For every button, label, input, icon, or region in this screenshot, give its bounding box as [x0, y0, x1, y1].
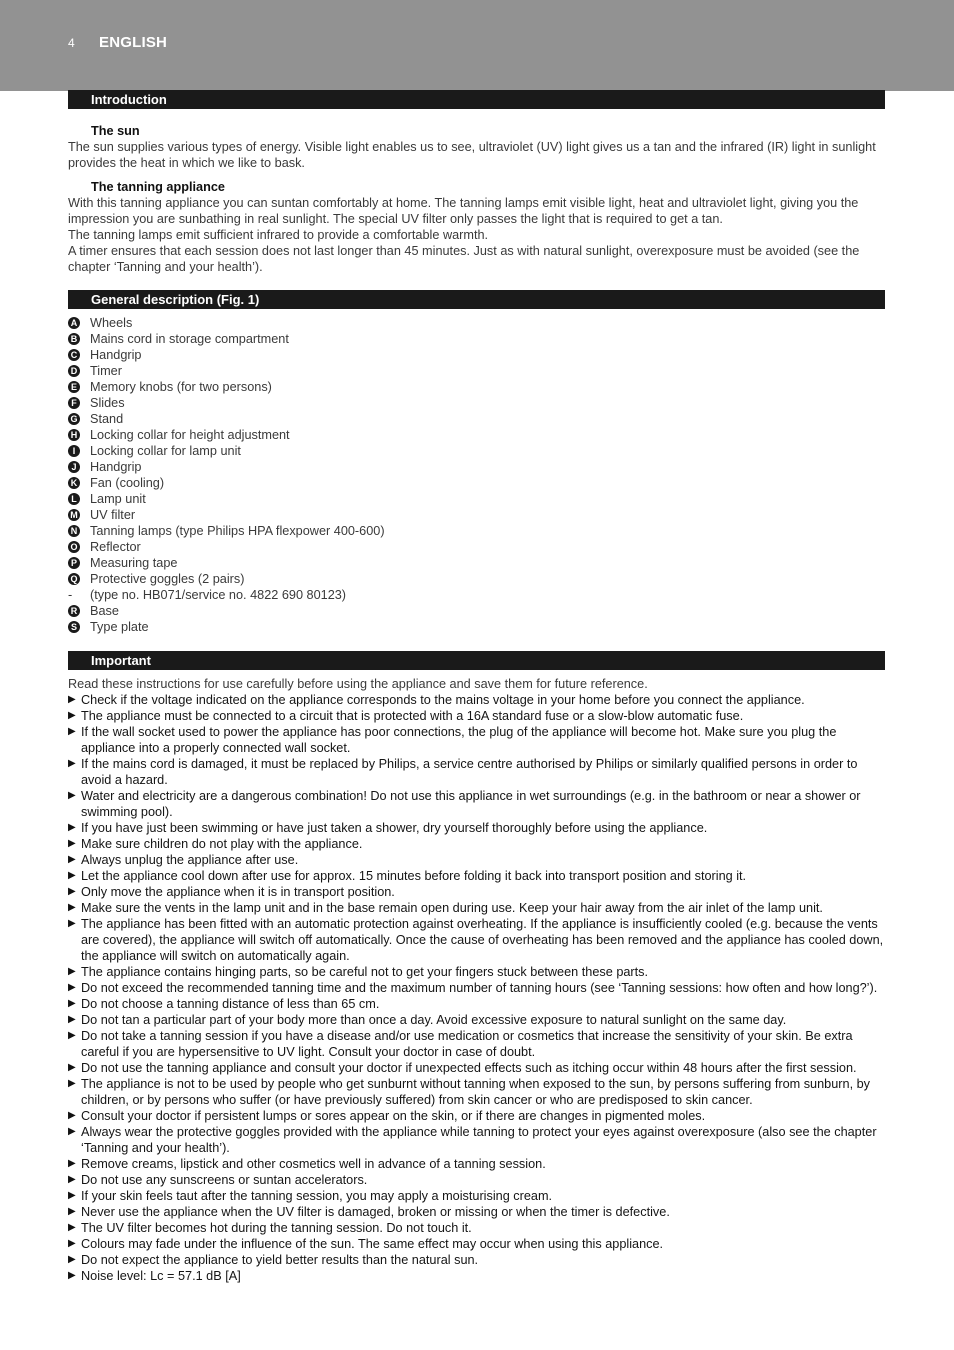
bullet-text: If the mains cord is damaged, it must be replaced by Philips, a service centre authorised by Philips or similarly qualified persons in order to avoid a hazard.	[81, 757, 858, 787]
important-bullet-item	[68, 788, 888, 820]
important-bullet-item	[68, 1220, 888, 1236]
bullet-arrow-icon: ▶	[68, 694, 76, 705]
important-bullet-item	[68, 1012, 888, 1028]
bullet-text: Noise level: Lc = 57.1 dB [A]	[81, 1269, 241, 1283]
bullet-arrow-icon: ▶	[68, 1078, 76, 1089]
bullet-text: Do not use the tanning appliance and consult your doctor if unexpected effects such as itching occur within 48 hours after the first session.	[81, 1061, 857, 1075]
parts-list-label: Measuring tape	[90, 556, 178, 570]
bullet-text: Remove creams, lipstick and other cosmetics well in advance of a tanning session.	[81, 1157, 546, 1171]
bullet-arrow-icon: ▶	[68, 1206, 76, 1217]
letter-badge-icon: O	[68, 541, 80, 553]
bullet-text: Let the appliance cool down after use for approx. 15 minutes before folding it back into transport position and storing it.	[81, 869, 747, 883]
parts-list-item	[68, 411, 890, 427]
parts-list-item	[68, 523, 890, 539]
important-bullet-item	[68, 756, 888, 788]
parts-list-item	[68, 603, 890, 619]
important-bullet-list	[68, 692, 888, 1284]
parts-list-item	[68, 315, 890, 331]
important-bullet-item	[68, 1124, 888, 1156]
parts-list-item	[68, 475, 890, 491]
letter-badge-icon: D	[68, 365, 80, 377]
bullet-arrow-icon: ▶	[68, 966, 76, 977]
important-intro: Read these instructions for use carefully before using the appliance and save them for future reference.	[68, 677, 648, 691]
letter-badge-icon: I	[68, 445, 80, 457]
important-bullet-item	[68, 724, 888, 756]
parts-list-label: Locking collar for height adjustment	[90, 428, 290, 442]
parts-list-item	[68, 491, 890, 507]
bullet-text: Water and electricity are a dangerous combination! Do not use this appliance in wet surroundings (e.g. in the bathroom or near a shower or swimming pool).	[81, 789, 861, 819]
letter-badge-icon: B	[68, 333, 80, 345]
parts-list-item	[68, 331, 890, 347]
parts-list-label: Tanning lamps (type Philips HPA flexpower 400-600)	[90, 524, 385, 538]
bullet-arrow-icon: ▶	[68, 822, 76, 833]
important-section	[68, 676, 888, 1284]
bullet-text: Never use the appliance when the UV filter is damaged, broken or missing or when the timer is defective.	[81, 1205, 670, 1219]
parts-list-label: Reflector	[90, 540, 141, 554]
bullet-arrow-icon: ▶	[68, 886, 76, 897]
bullet-arrow-icon: ▶	[68, 1174, 76, 1185]
important-bullet-item	[68, 852, 888, 868]
letter-badge-icon: E	[68, 381, 80, 393]
parts-list-label: Type plate	[90, 620, 149, 634]
bullet-text: Do not tan a particular part of your body more than once a day. Avoid excessive exposure to natural sunlight on the same day.	[81, 1013, 787, 1027]
bullet-text: Do not choose a tanning distance of less than 65 cm.	[81, 997, 380, 1011]
bullet-text: The appliance must be connected to a circuit that is protected with a 16A standard fuse or a slow-blow automatic fuse.	[81, 709, 744, 723]
parts-list-label: Protective goggles (2 pairs)	[90, 572, 245, 586]
parts-list-label: Base	[90, 604, 119, 618]
letter-badge-icon: G	[68, 413, 80, 425]
appliance-paragraph-1: With this tanning appliance you can suntan comfortably at home. The tanning lamps emit visible light, heat and ultraviolet light, giving you the impression you are sunbathing in real sunlight. The special UV filter only passes the light that is required to get a tan.	[68, 196, 859, 226]
important-bullet-item	[68, 980, 888, 996]
important-bullet-item	[68, 900, 888, 916]
parts-list	[68, 315, 890, 635]
important-bullet-item	[68, 1252, 888, 1268]
parts-list-label: Slides	[90, 396, 125, 410]
important-bullet-item	[68, 1172, 888, 1188]
bullet-text: Do not use any sunscreens or suntan accelerators.	[81, 1173, 368, 1187]
parts-list-label: Fan (cooling)	[90, 476, 165, 490]
bullet-arrow-icon: ▶	[68, 998, 76, 1009]
bullet-text: Colours may fade under the influence of the sun. The same effect may occur when using this appliance.	[81, 1237, 664, 1251]
bullet-text: The appliance is not to be used by people who get sunburnt without tanning when exposed to the sun, by persons suffering from sunburn, by children, or by persons who suffer (or have previously suffered) from skin cancer or who are predisposed to skin cancer.	[81, 1077, 871, 1107]
important-bullet-item	[68, 1268, 888, 1284]
letter-badge-icon: M	[68, 509, 80, 521]
letter-badge-icon: J	[68, 461, 80, 473]
bullet-text: Always unplug the appliance after use.	[81, 853, 299, 867]
bullet-text: The appliance contains hinging parts, so be careful not to get your fingers stuck between these parts.	[81, 965, 649, 979]
parts-list-label: UV filter	[90, 508, 136, 522]
important-bullet-item	[68, 996, 888, 1012]
bullet-arrow-icon: ▶	[68, 1030, 76, 1041]
parts-list-label: Lamp unit	[90, 492, 146, 506]
bullet-arrow-icon: ▶	[68, 1222, 76, 1233]
sun-text: The sun supplies various types of energy. Visible light enables us to see, ultraviolet (UV) light gives us a tan and the infrared (IR) light in sunlight provides the heat in which we like to bask.	[68, 140, 876, 170]
important-bullet-item	[68, 1236, 888, 1252]
bullet-text: Do not expect the appliance to yield better results than the natural sun.	[81, 1253, 479, 1267]
letter-badge-icon: K	[68, 477, 80, 489]
bullet-arrow-icon: ▶	[68, 902, 76, 913]
bullet-text: Only move the appliance when it is in transport position.	[81, 885, 395, 899]
parts-list-item	[68, 427, 890, 443]
bullet-arrow-icon: ▶	[68, 918, 76, 929]
bullet-arrow-icon: ▶	[68, 1110, 76, 1121]
parts-list-label: (type no. HB071/service no. 4822 690 80123)	[90, 588, 347, 602]
bullet-arrow-icon: ▶	[68, 710, 76, 721]
parts-list-label: Stand	[90, 412, 124, 426]
header-band	[0, 0, 954, 91]
bullet-text: If you have just been swimming or have just taken a shower, dry yourself thoroughly before using the appliance.	[81, 821, 708, 835]
letter-badge-icon: Q	[68, 573, 80, 585]
important-bullet-item	[68, 868, 888, 884]
letter-badge-icon: N	[68, 525, 80, 537]
parts-list-item	[68, 395, 890, 411]
important-bullet-item	[68, 964, 888, 980]
letter-badge-icon: R	[68, 605, 80, 617]
important-bullet-item	[68, 1108, 888, 1124]
appliance-paragraph-3: A timer ensures that each session does not last longer than 45 minutes. Just as with natural sunlight, overexposure must be avoided (see the chapter ‘Tanning and your health’).	[68, 244, 860, 274]
bullet-text: Always wear the protective goggles provided with the appliance while tanning to protect your eyes against overexposure (also see the chapter ‘Tanning and your health’).	[81, 1125, 877, 1155]
bullet-text: The appliance has been fitted with an automatic protection against overheating. If the appliance is insufficiently cooled (e.g. because the vents are covered), the appliance will switch off automatically. Once the cause of overheating has been removed and the appliance has cooled down, the appliance will switch on automatically again.	[81, 917, 884, 963]
bullet-text: Do not take a tanning session if you have a disease and/or use medication or cosmetics that increase the sensitivity of your skin. Be extra careful if you are hypersensitive to UV light. Consult your doctor in case of doubt.	[81, 1029, 853, 1059]
bullet-arrow-icon: ▶	[68, 854, 76, 865]
important-bullet-item	[68, 708, 888, 724]
parts-list-item	[68, 379, 890, 395]
bullet-arrow-icon: ▶	[68, 838, 76, 849]
parts-list-item	[68, 443, 890, 459]
parts-list-label: Handgrip	[90, 348, 142, 362]
important-bullet-item	[68, 1156, 888, 1172]
bullet-arrow-icon: ▶	[68, 1270, 76, 1281]
important-bullet-item	[68, 916, 888, 964]
bullet-text: The UV filter becomes hot during the tanning session. Do not touch it.	[81, 1221, 472, 1235]
appliance-paragraph-2: The tanning lamps emit sufficient infrared to provide a comfortable warmth.	[68, 228, 489, 242]
parts-list-item	[68, 347, 890, 363]
bullet-arrow-icon: ▶	[68, 1014, 76, 1025]
parts-list-label: Mains cord in storage compartment	[90, 332, 289, 346]
letter-badge-icon: S	[68, 621, 80, 633]
letter-badge-icon: C	[68, 349, 80, 361]
parts-list-item	[68, 507, 890, 523]
sun-heading: The sun	[91, 124, 140, 138]
bullet-arrow-icon: ▶	[68, 758, 76, 769]
bullet-text: If the wall socket used to power the appliance has poor connections, the plug of the appliance will become hot. Make sure you plug the appliance into a properly connected wall socket.	[81, 725, 837, 755]
letter-badge-icon: F	[68, 397, 80, 409]
bullet-arrow-icon: ▶	[68, 870, 76, 881]
important-bullet-item	[68, 1188, 888, 1204]
bullet-arrow-icon: ▶	[68, 1158, 76, 1169]
bullet-arrow-icon: ▶	[68, 790, 76, 801]
bullet-arrow-icon: ▶	[68, 1190, 76, 1201]
important-bullet-item	[68, 1060, 888, 1076]
parts-list-item	[68, 619, 890, 635]
bullet-text: Make sure the vents in the lamp unit and in the base remain open during use. Keep your hair away from the air inlet of the lamp unit.	[81, 901, 823, 915]
parts-list-label: Handgrip	[90, 460, 142, 474]
important-bullet-item	[68, 692, 888, 708]
section-bar-general-description: General description (Fig. 1)	[68, 290, 885, 309]
letter-badge-icon: L	[68, 493, 80, 505]
parts-list-item	[68, 555, 890, 571]
bullet-text: If your skin feels taut after the tanning session, you may apply a moisturising cream.	[81, 1189, 553, 1203]
parts-list-label: Locking collar for lamp unit	[90, 444, 241, 458]
bullet-arrow-icon: ▶	[68, 1254, 76, 1265]
parts-list-item	[68, 539, 890, 555]
bullet-arrow-icon: ▶	[68, 1238, 76, 1249]
bullet-text: Do not exceed the recommended tanning time and the maximum number of tanning hours (see ‘Tanning sessions: how often and how long?’).	[81, 981, 878, 995]
letter-badge-icon: P	[68, 557, 80, 569]
appliance-heading: The tanning appliance	[91, 180, 225, 194]
bullet-text: Check if the voltage indicated on the appliance corresponds to the mains voltage in your home before you connect the appliance.	[81, 693, 805, 707]
bullet-text: Consult your doctor if persistent lumps or sores appear on the skin, or if there are changes in pigmented moles.	[81, 1109, 706, 1123]
important-bullet-item	[68, 1204, 888, 1220]
section-bar-important: Important	[68, 651, 885, 670]
parts-list-item	[68, 363, 890, 379]
letter-badge-icon: A	[68, 317, 80, 329]
important-bullet-item	[68, 820, 888, 836]
parts-list-item	[68, 571, 890, 587]
important-bullet-item	[68, 1076, 888, 1108]
important-bullet-item	[68, 836, 888, 852]
bullet-arrow-icon: ▶	[68, 1062, 76, 1073]
parts-list-label: Memory knobs (for two persons)	[90, 380, 272, 394]
important-bullet-item	[68, 884, 888, 900]
parts-list-item	[68, 587, 890, 603]
bullet-text: Make sure children do not play with the appliance.	[81, 837, 363, 851]
dash-marker: -	[68, 588, 73, 602]
bullet-arrow-icon: ▶	[68, 726, 76, 737]
language-heading: ENGLISH	[99, 34, 168, 51]
bullet-arrow-icon: ▶	[68, 1126, 76, 1137]
important-bullet-item	[68, 1028, 888, 1060]
letter-badge-icon: H	[68, 429, 80, 441]
bullet-arrow-icon: ▶	[68, 982, 76, 993]
parts-list-item	[68, 459, 890, 475]
introduction-section	[68, 123, 890, 275]
page-number: 4	[68, 36, 75, 50]
parts-list-label: Timer	[90, 364, 122, 378]
parts-list-label: Wheels	[90, 316, 133, 330]
section-bar-introduction: Introduction	[68, 90, 885, 109]
